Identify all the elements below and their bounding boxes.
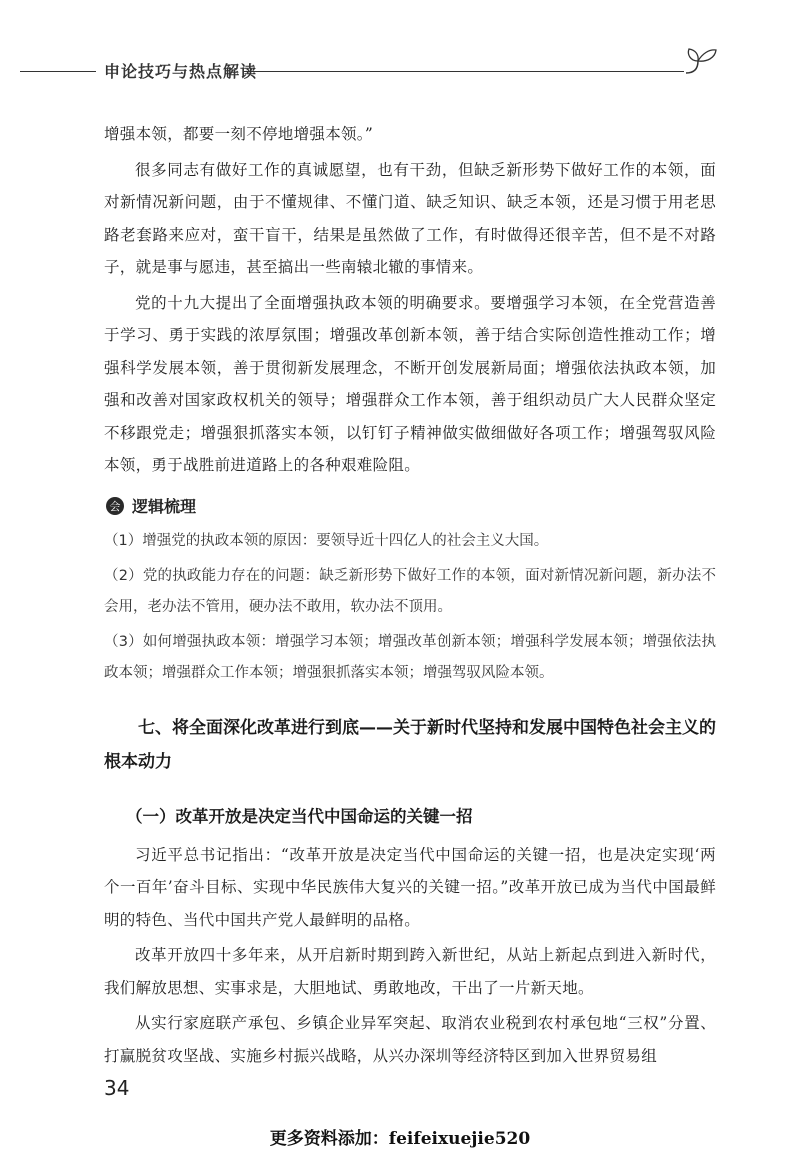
paragraph: 改革开放四十多年来，从开启新时期到跨入新世纪，从站上新起点到进入新时代，我们解放思想、实事求是，大胆地试、勇敢地改，干出了一片新天地。 (104, 946, 716, 997)
logic-summary-heading (104, 490, 716, 522)
page-body (104, 118, 716, 1072)
logic-item: （3）如何增强执政本领：增强学习本领；增强改革创新本领；增强科学发展本领；增强依法执政本领；增强群众工作本领；增强狠抓落实本领；增强驾驭风险本领。 (104, 633, 716, 681)
logic-badge-icon: 会 (106, 497, 124, 515)
page-number: 34 (104, 1076, 130, 1100)
running-header (0, 46, 800, 96)
section-heading: 七、将全面深化改革进行到底——关于新时代坚持和发展中国特色社会主义的根本动力 (104, 717, 716, 772)
header-rule-right (244, 71, 684, 72)
paragraph: 从实行家庭联产承包、乡镇企业异军突起、取消农业税到农村承包地“三权”分置、打赢脱贫攻坚战、实施乡村振兴战略，从兴办深圳等经济特区到加入世界贸易组 (104, 1014, 716, 1065)
paragraph: 党的十九大提出了全面增强执政本领的明确要求。要增强学习本领，在全党营造善于学习、勇于实践的浓厚氛围；增强改革创新本领，善于结合实际创造性推动工作；增强科学发展本领，善于贯彻新发展理念，不断开创发展新局面；增强依法执政本领，加强和改善对国家政权机关的领导；增强群众工作本领，善于组织动员广大人民群众坚定不移跟党走；增强狠抓落实本领，以钉钉子精神做实做细做好各项工作；增强驾驭风险本领，勇于战胜前进道路上的各种艰难险阻。 (104, 293, 716, 474)
paragraph-continuation: 增强本领，都要一刻不停地增强本领。” (104, 125, 374, 143)
paragraph: 很多同志有做好工作的真诚愿望，也有干劲，但缺乏新形势下做好工作的本领，面对新情况新问题，由于不懂规律、不懂门道、缺乏知识、缺乏本领，还是习惯于用老思路老套路来应对，蛮干盲干，结果是虽然做了工作，有时做得还很辛苦，但不是不对路子，就是事与愿违，甚至搞出一些南辕北辙的事情来。 (104, 160, 716, 276)
sprout-icon (684, 42, 724, 76)
header-title: 申论技巧与热点解读 (104, 62, 258, 81)
footer-watermark: 更多资料添加：feifeixuejie520 (269, 1129, 531, 1149)
subsection-heading: （一）改革开放是决定当代中国命运的关键一招 (126, 806, 473, 826)
logic-item: （2）党的执政能力存在的问题：缺乏新形势下做好工作的本领，面对新情况新问题，新办法不会用，老办法不管用，硬办法不敢用，软办法不顶用。 (104, 567, 716, 615)
paragraph: 习近平总书记指出：“改革开放是决定当代中国命运的关键一招，也是决定实现‘两个一百年’奋斗目标、实现中华民族伟大复兴的关键一招。”改革开放已成为当代中国最鲜明的特色、当代中国共产党人最鲜明的品格。 (104, 845, 716, 929)
logic-summary-title: 逻辑梳理 (132, 497, 197, 516)
header-rule-left (20, 71, 96, 72)
logic-item: （1）增强党的执政本领的原因：要领导近十四亿人的社会主义大国。 (104, 532, 549, 549)
